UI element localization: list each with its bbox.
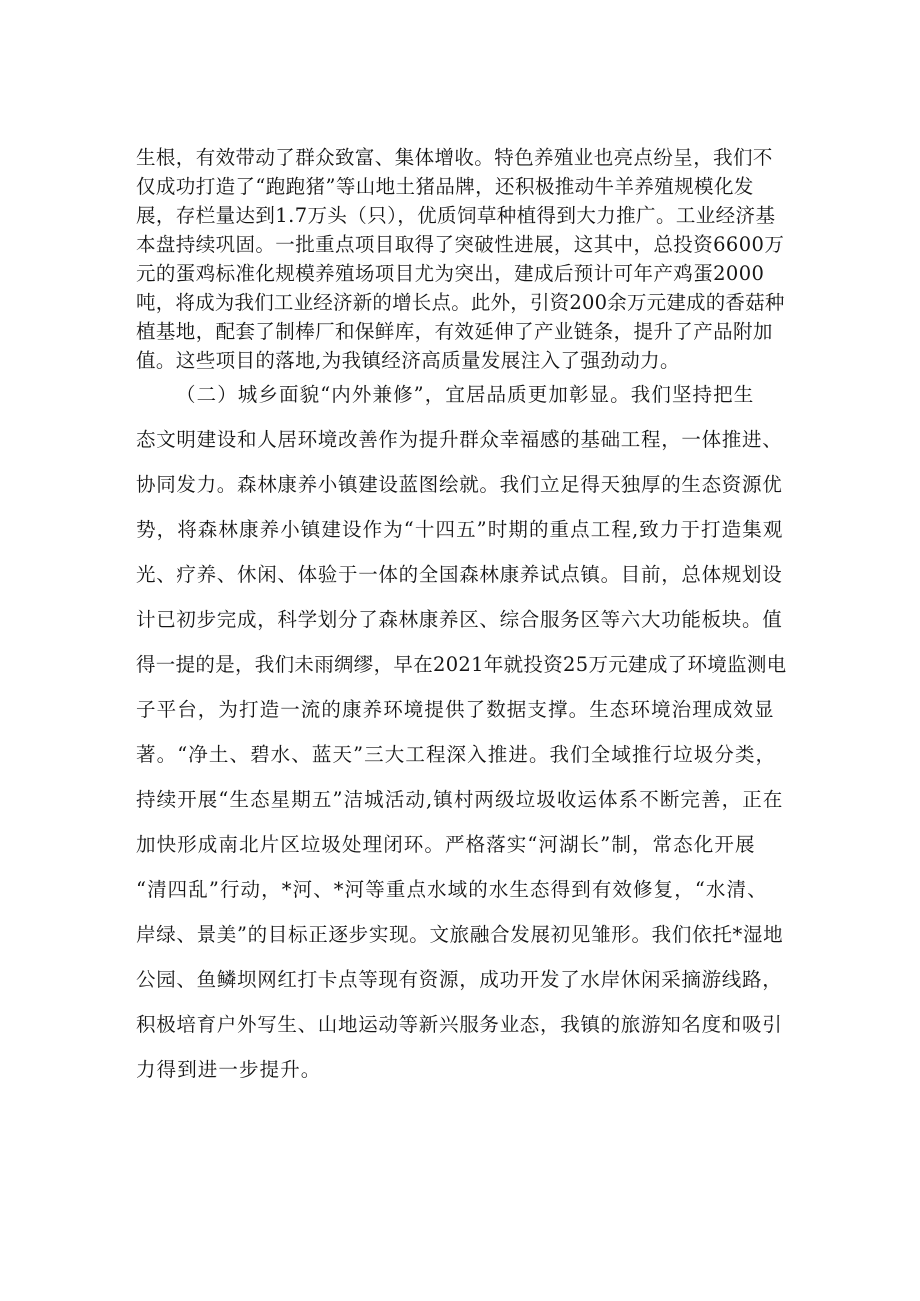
paragraph-1-line: 元的蛋鸡标准化规模养殖场项目尤为突出，建成后预计可年产鸡蛋2000 <box>136 262 765 285</box>
paragraph-2-line: 光、疗养、休闲、体验于一体的全国森林康养试点镇。目前，总体规划设 <box>136 563 783 586</box>
paragraph-2-line: 态文明建设和人居环境改善作为提升群众幸福感的基础工程，一体推进、 <box>136 428 783 451</box>
paragraph-1-line: 植基地，配套了制棒厂和保鲜库，有效延伸了产业链条，提升了产品附加 <box>136 320 773 343</box>
paragraph-1-line: 展，存栏量达到1.7万头（只），优质饲草种植得到大力推广。工业经济基 <box>136 204 776 227</box>
paragraph-2-line: 著。“净土、碧水、蓝天”三大工程深入推进。我们全域推行垃圾分类， <box>136 743 777 766</box>
paragraph-2-line: 积极培育户外写生、山地运动等新兴服务业态，我镇的旅游知名度和吸引 <box>136 1013 783 1036</box>
paragraph-2-line: 得一提的是，我们未雨绸缪，早在2021年就投资25万元建成了环境监测电 <box>136 653 787 676</box>
paragraph-2-heading-line: （二）城乡面貌“内外兼修”，宜居品质更加彰显。我们坚持把生 <box>176 383 755 406</box>
paragraph-2-line: 子平台，为打造一流的康养环境提供了数据支撑。生态环境治理成效显 <box>136 698 775 721</box>
paragraph-2-line: 力得到进一步提升。 <box>136 1058 322 1081</box>
paragraph-2-line: 岸绿、景美”的目标正逐步实现。文旅融合发展初见雏形。我们依托*湿地 <box>136 923 784 946</box>
paragraph-1-line: 生根，有效带动了群众致富、集体增收。特色养殖业也亮点纷呈，我们不 <box>136 146 773 169</box>
paragraph-2-line: 势，将森林康养小镇建设作为“十四五”时期的重点工程,致力于打造集观 <box>136 518 784 541</box>
paragraph-2-line: 持续开展“生态星期五”洁城活动,镇村两级垃圾收运体系不断完善，正在 <box>136 788 784 811</box>
paragraph-2-line: 公园、鱼鳞坝网红打卡点等现有资源，成功开发了水岸休闲采摘游线路， <box>136 968 783 991</box>
paragraph-1-line: 值。这些项目的落地,为我镇经济高质量发展注入了强劲动力。 <box>136 349 680 372</box>
paragraph-2-line: 加快形成南北片区垃圾处理闭环。严格落实“河湖长”制，常态化开展 <box>136 833 756 856</box>
paragraph-1-line: 仅成功打造了“跑跑猪”等山地土猪品牌，还积极推动牛羊养殖规模化发 <box>136 175 754 198</box>
paragraph-1-line: 吨，将成为我们工业经济新的增长点。此外，引资200余万元建成的香菇种 <box>136 291 785 314</box>
paragraph-1-line: 本盘持续巩固。一批重点项目取得了突破性进展，这其中，总投资6600万 <box>136 233 785 256</box>
paragraph-2-line: 计已初步完成，科学划分了森林康养区、综合服务区等六大功能板块。值 <box>136 608 783 631</box>
paragraph-2-line: “清四乱”行动，*河、*河等重点水域的水生态得到有效修复，“水清、 <box>136 878 768 901</box>
paragraph-2-line: 协同发力。森林康养小镇建设蓝图绘就。我们立足得天独厚的生态资源优 <box>136 473 783 496</box>
